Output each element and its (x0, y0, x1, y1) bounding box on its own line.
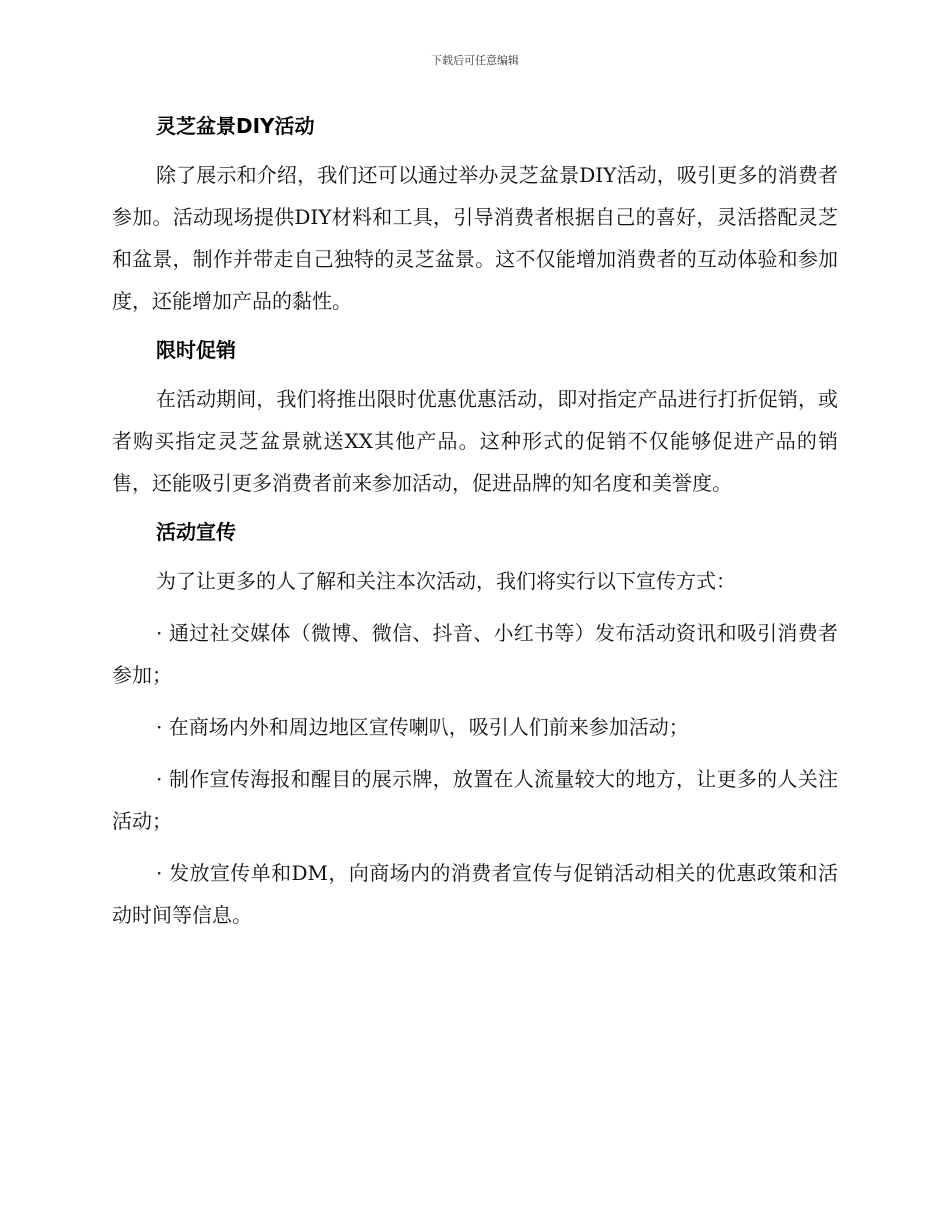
section-paragraph-diy: 除了展示和介绍，我们还可以通过举办灵芝盆景DIY活动，吸引更多的消费者参加。活动现场提供DIY材料和工具，引导消费者根据自己的喜好，灵活搭配灵芝和盆景，制作并带走自己独特的灵芝盆景。这不仅能增加消费者的互动体验和参加度，还能增加产品的黏性。 (112, 163, 838, 313)
section-paragraph-promotion: 在活动期间，我们将推出限时优惠优惠活动，即对指定产品进行打折促销，或者购买指定灵芝盆景就送XX其他产品。这种形式的促销不仅能够促进产品的销售，还能吸引更多消费者前来参加活动，促进品牌的知名度和美誉度。 (112, 387, 838, 495)
section-heading-diy: 灵芝盆景DIY活动 (156, 114, 315, 138)
document-body (112, 108, 838, 946)
bullet-item: · 在商场内外和周边地区宣传喇叭，吸引人们前来参加活动； (156, 715, 689, 739)
bullet-item: · 制作宣传海报和醒目的展示牌，放置在人流量较大的地方，让更多的人关注活动； (112, 767, 838, 833)
section-intro-publicity: 为了让更多的人了解和关注本次活动，我们将实行以下宣传方式： (156, 569, 736, 593)
page-header: 下载后可任意编辑 (431, 54, 519, 67)
bullet-item: · 发放宣传单和DM，向商场内的消费者宣传与促销活动相关的优惠政策和活动时间等信息。 (112, 861, 838, 927)
section-heading-publicity: 活动宣传 (156, 520, 236, 544)
section-heading-promotion: 限时促销 (156, 338, 236, 362)
bullet-item: · 通过社交媒体（微博、微信、抖音、小红书等）发布活动资讯和吸引消费者参加； (112, 621, 838, 687)
